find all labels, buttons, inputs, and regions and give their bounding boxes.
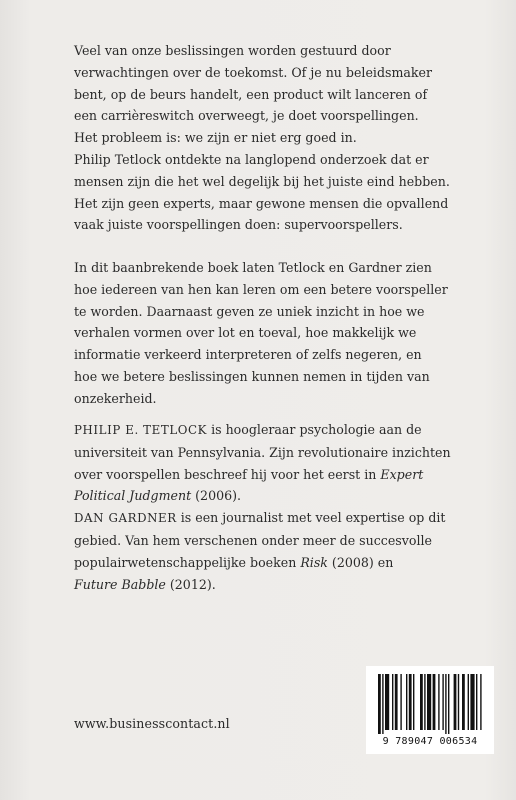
barcode-bar: [413, 674, 414, 730]
barcode-bar: [427, 674, 431, 730]
barcode-bar: [476, 674, 477, 730]
barcode-bar: [424, 674, 425, 730]
blurb-line: verhalen vormen over lot en toeval, hoe makkelijk we: [74, 325, 417, 341]
barcode-bar: [382, 674, 383, 734]
barcode-bar: [438, 674, 439, 730]
blurb-line: Het probleem is: we zijn er niet erg goed in.: [74, 130, 357, 146]
blurb-line: verwachtingen over de toekomst. Of je nu beleidsmaker: [74, 64, 433, 80]
bio-text: populairwetenschappelijke boeken: [74, 554, 301, 570]
barcode-bar: [468, 674, 469, 730]
book-title: Risk: [300, 554, 328, 570]
bio-text: (2008) en: [327, 554, 394, 570]
barcode-bar: [385, 674, 389, 730]
barcode-bar: [409, 674, 412, 730]
blurb-line: te worden. Daarnaast geven ze uniek inzicht in hoe we: [74, 303, 425, 319]
book-title: Future Babble: [74, 576, 166, 592]
barcode-bar: [400, 674, 401, 730]
barcode-bars: [376, 674, 484, 736]
barcode-bar: [454, 674, 457, 730]
barcode-bar: [480, 674, 481, 730]
bio-text: over voorspellen beschreef hij voor het eerst in: [74, 466, 381, 482]
blurb-line: hoe we betere beslissingen kunnen nemen in tijden van: [74, 368, 430, 384]
bio-gardner-line: gebied. Van hem verschenen onder meer de succesvolle: [74, 532, 432, 548]
barcode-bar: [406, 674, 407, 730]
bio-tetlock-line: [74, 485, 494, 507]
barcode-bar: [420, 674, 423, 730]
barcode-bar: [445, 674, 446, 734]
barcode-bar: [470, 674, 474, 730]
isbn-number: 9 789047 006534: [382, 736, 478, 747]
author-name-gardner: DAN GARDNER: [74, 511, 177, 526]
blurb-line: hoe iedereen van hen kan leren om een betere voorspeller: [74, 281, 448, 297]
publisher-website: www.businesscontact.nl: [74, 716, 230, 731]
blurb-line: Veel van onze beslissingen worden gestuurd door: [74, 43, 391, 58]
blurb-line: Philip Tetlock ontdekte na langlopend onderzoek dat er: [74, 151, 429, 167]
blurb-line: Het zijn geen experts, maar gewone mensen die opvallend: [74, 195, 449, 211]
barcode: [366, 666, 494, 754]
blurb-line: bent, op de beurs handelt, een product wilt lanceren of: [74, 86, 428, 102]
bio-text: (2006).: [191, 488, 242, 504]
barcode-bar: [462, 674, 465, 730]
barcode-bar: [378, 674, 381, 734]
bio-text: is hoogleraar psychologie aan de: [207, 422, 422, 437]
barcode-bar: [448, 674, 449, 734]
bio-gardner-line: [74, 574, 494, 596]
book-title: Expert: [380, 466, 424, 482]
bio-tetlock-line: [74, 419, 494, 442]
blurb-line: In dit baanbrekende boek laten Tetlock en Gardner zien: [74, 260, 432, 275]
blurb-line: vaak juiste voorspellingen doen: supervoorspellers.: [74, 217, 403, 233]
blurb-paragraph-1: [74, 40, 494, 236]
blurb-line: onzekerheid.: [74, 390, 157, 406]
bio-gardner-line: [74, 552, 494, 574]
bio-gardner-line: [74, 507, 494, 530]
bio-text: is een journalist met veel expertise op dit: [176, 510, 446, 526]
barcode-bar: [395, 674, 398, 730]
bio-tetlock-line: [74, 464, 494, 486]
author-name-tetlock: PHILIP E. TETLOCK: [74, 423, 208, 437]
blurb-line: een carrièreswitch overweegt, je doet voorspellingen.: [74, 108, 419, 124]
blurb-line: mensen zijn die het wel degelijk bij het juiste eind hebben.: [74, 173, 450, 189]
bio-text: (2012).: [165, 576, 216, 592]
author-bios: [74, 419, 494, 595]
barcode-bar: [392, 674, 393, 730]
blurb-paragraph-2: [74, 257, 494, 410]
blurb-line: informatie verkeerd interpreteren of zelfs negeren, en: [74, 347, 422, 363]
barcode-bar: [458, 674, 459, 730]
barcode-bar: [433, 674, 436, 730]
book-title: Political Judgment: [74, 488, 192, 504]
barcode-bar: [442, 674, 443, 730]
bio-tetlock-line: universiteit van Pennsylvania. Zijn revolutionaire inzichten: [74, 444, 451, 460]
